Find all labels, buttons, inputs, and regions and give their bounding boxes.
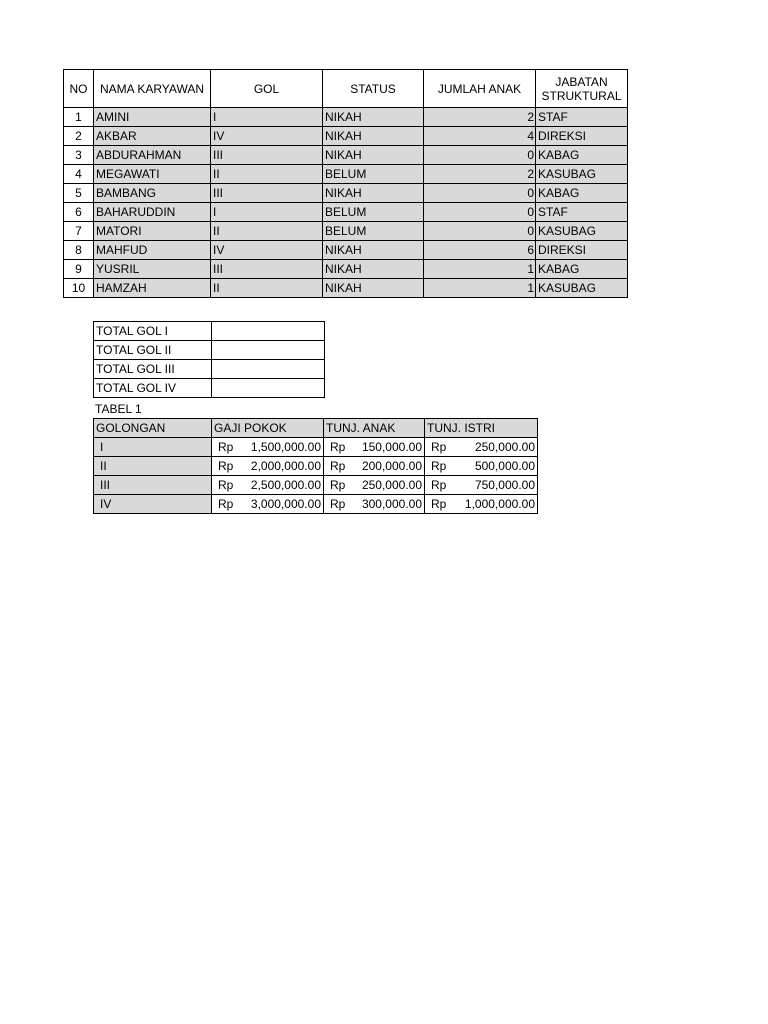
cell-tunj-istri bbox=[425, 476, 538, 495]
cell-gol: III bbox=[211, 184, 323, 203]
amount-value: 250,000.00 bbox=[474, 440, 535, 454]
currency-label: Rp bbox=[218, 497, 234, 511]
table-row bbox=[64, 184, 628, 203]
tabel1-row bbox=[94, 438, 538, 457]
cell-gol: II bbox=[211, 279, 323, 298]
cell-status: NIKAH bbox=[323, 279, 424, 298]
cell-gaji-pokok bbox=[212, 495, 324, 514]
cell-nama: MEGAWATI bbox=[94, 165, 211, 184]
total-label: TOTAL GOL II bbox=[94, 341, 212, 360]
cell-jabatan: STAF bbox=[536, 108, 628, 127]
table-row bbox=[64, 127, 628, 146]
cell-tunj-istri bbox=[425, 495, 538, 514]
cell-jabatan: KABAG bbox=[536, 260, 628, 279]
cell-jumlah-anak: 0 bbox=[424, 184, 536, 203]
cell-tunj-anak bbox=[324, 438, 425, 457]
cell-status: NIKAH bbox=[323, 146, 424, 165]
header-nama-karyawan: NAMA KARYAWAN bbox=[94, 70, 211, 108]
cell-no: 1 bbox=[64, 108, 94, 127]
cell-jabatan: KASUBAG bbox=[536, 222, 628, 241]
cell-nama: YUSRIL bbox=[94, 260, 211, 279]
table-row bbox=[64, 241, 628, 260]
amount-value: 300,000.00 bbox=[361, 497, 422, 511]
total-value-cell[interactable] bbox=[212, 360, 325, 379]
tabel1-table bbox=[93, 418, 538, 514]
cell-no: 2 bbox=[64, 127, 94, 146]
amount-value: 200,000.00 bbox=[361, 459, 422, 473]
cell-jabatan: KASUBAG bbox=[536, 165, 628, 184]
cell-gol: II bbox=[211, 222, 323, 241]
total-label: TOTAL GOL III bbox=[94, 360, 212, 379]
cell-no: 3 bbox=[64, 146, 94, 165]
cell-jabatan: KASUBAG bbox=[536, 279, 628, 298]
cell-tunj-anak bbox=[324, 495, 425, 514]
cell-status: NIKAH bbox=[323, 260, 424, 279]
cell-jumlah-anak: 1 bbox=[424, 260, 536, 279]
total-label: TOTAL GOL IV bbox=[94, 379, 212, 398]
amount-value: 2,500,000.00 bbox=[250, 478, 321, 492]
cell-nama: MAHFUD bbox=[94, 241, 211, 260]
cell-jumlah-anak: 2 bbox=[424, 165, 536, 184]
cell-tunj-anak bbox=[324, 457, 425, 476]
cell-no: 9 bbox=[64, 260, 94, 279]
cell-gol: II bbox=[211, 165, 323, 184]
currency-label: Rp bbox=[431, 497, 447, 511]
cell-gol: IV bbox=[211, 241, 323, 260]
total-gol-table bbox=[93, 321, 325, 398]
cell-jabatan: KABAG bbox=[536, 146, 628, 165]
cell-tunj-istri bbox=[425, 438, 538, 457]
tabel1-row bbox=[94, 457, 538, 476]
cell-status: NIKAH bbox=[323, 108, 424, 127]
cell-jabatan: KABAG bbox=[536, 184, 628, 203]
cell-gol: I bbox=[211, 108, 323, 127]
cell-jumlah-anak: 0 bbox=[424, 222, 536, 241]
total-row bbox=[94, 360, 325, 379]
cell-jumlah-anak: 6 bbox=[424, 241, 536, 260]
cell-no: 5 bbox=[64, 184, 94, 203]
header-jumlah-anak: JUMLAH ANAK bbox=[424, 70, 536, 108]
cell-gol: III bbox=[211, 146, 323, 165]
header-golongan: GOLONGAN bbox=[94, 419, 212, 438]
cell-jabatan: DIREKSI bbox=[536, 127, 628, 146]
table-row bbox=[64, 260, 628, 279]
cell-status: NIKAH bbox=[323, 127, 424, 146]
table-row bbox=[64, 222, 628, 241]
cell-nama: AMINI bbox=[94, 108, 211, 127]
amount-value: 1,500,000.00 bbox=[250, 440, 321, 454]
cell-nama: MATORI bbox=[94, 222, 211, 241]
total-label: TOTAL GOL I bbox=[94, 322, 212, 341]
total-row bbox=[94, 379, 325, 398]
currency-label: Rp bbox=[330, 440, 346, 454]
currency-label: Rp bbox=[218, 478, 234, 492]
cell-golongan: I bbox=[94, 438, 212, 457]
tabel1-caption: TABEL 1 bbox=[95, 402, 142, 416]
cell-tunj-istri bbox=[425, 457, 538, 476]
cell-no: 6 bbox=[64, 203, 94, 222]
tabel1-header bbox=[94, 419, 538, 438]
header-gaji-pokok: GAJI POKOK bbox=[212, 419, 324, 438]
cell-status: BELUM bbox=[323, 165, 424, 184]
cell-nama: AKBAR bbox=[94, 127, 211, 146]
total-row bbox=[94, 322, 325, 341]
currency-label: Rp bbox=[330, 478, 346, 492]
header-jabatan-struktural bbox=[536, 70, 628, 108]
table-row bbox=[64, 203, 628, 222]
total-row bbox=[94, 341, 325, 360]
cell-status: BELUM bbox=[323, 203, 424, 222]
cell-status: NIKAH bbox=[323, 241, 424, 260]
table-row bbox=[64, 108, 628, 127]
cell-no: 8 bbox=[64, 241, 94, 260]
cell-no: 4 bbox=[64, 165, 94, 184]
header-tunj-istri: TUNJ. ISTRI bbox=[425, 419, 538, 438]
cell-golongan: IV bbox=[94, 495, 212, 514]
header-jabatan-line1: JABATAN bbox=[555, 74, 608, 89]
cell-no: 7 bbox=[64, 222, 94, 241]
tabel1-row bbox=[94, 476, 538, 495]
table-row bbox=[64, 146, 628, 165]
total-value-cell[interactable] bbox=[212, 341, 325, 360]
currency-label: Rp bbox=[218, 459, 234, 473]
cell-tunj-anak bbox=[324, 476, 425, 495]
header-status: STATUS bbox=[323, 70, 424, 108]
cell-nama: BAHARUDDIN bbox=[94, 203, 211, 222]
cell-no: 10 bbox=[64, 279, 94, 298]
amount-value: 750,000.00 bbox=[474, 478, 535, 492]
employee-table bbox=[63, 69, 628, 298]
currency-label: Rp bbox=[431, 478, 447, 492]
cell-nama: HAMZAH bbox=[94, 279, 211, 298]
currency-label: Rp bbox=[218, 440, 234, 454]
tabel1-row bbox=[94, 495, 538, 514]
amount-value: 150,000.00 bbox=[361, 440, 422, 454]
header-tunj-anak: TUNJ. ANAK bbox=[324, 419, 425, 438]
amount-value: 1,000,000.00 bbox=[464, 497, 535, 511]
cell-gaji-pokok bbox=[212, 438, 324, 457]
header-gol: GOL bbox=[211, 70, 323, 108]
currency-label: Rp bbox=[330, 459, 346, 473]
table-row bbox=[64, 165, 628, 184]
cell-jumlah-anak: 0 bbox=[424, 146, 536, 165]
cell-jumlah-anak: 1 bbox=[424, 279, 536, 298]
amount-value: 500,000.00 bbox=[474, 459, 535, 473]
total-value-cell[interactable] bbox=[212, 379, 325, 398]
header-no: NO bbox=[64, 70, 94, 108]
cell-golongan: III bbox=[94, 476, 212, 495]
cell-jabatan: DIREKSI bbox=[536, 241, 628, 260]
amount-value: 3,000,000.00 bbox=[250, 497, 321, 511]
cell-nama: ABDURAHMAN bbox=[94, 146, 211, 165]
cell-gaji-pokok bbox=[212, 476, 324, 495]
cell-gol: III bbox=[211, 260, 323, 279]
cell-jabatan: STAF bbox=[536, 203, 628, 222]
amount-value: 2,000,000.00 bbox=[250, 459, 321, 473]
cell-nama: BAMBANG bbox=[94, 184, 211, 203]
cell-status: BELUM bbox=[323, 222, 424, 241]
header-jabatan-line2: STRUKTURAL bbox=[541, 88, 622, 103]
cell-jumlah-anak: 0 bbox=[424, 203, 536, 222]
cell-gol: I bbox=[211, 203, 323, 222]
currency-label: Rp bbox=[330, 497, 346, 511]
cell-jumlah-anak: 2 bbox=[424, 108, 536, 127]
cell-golongan: II bbox=[94, 457, 212, 476]
employee-table-header bbox=[64, 70, 628, 108]
total-value-cell[interactable] bbox=[212, 322, 325, 341]
currency-label: Rp bbox=[431, 459, 447, 473]
cell-jumlah-anak: 4 bbox=[424, 127, 536, 146]
cell-gol: IV bbox=[211, 127, 323, 146]
currency-label: Rp bbox=[431, 440, 447, 454]
cell-status: NIKAH bbox=[323, 184, 424, 203]
amount-value: 250,000.00 bbox=[361, 478, 422, 492]
table-row bbox=[64, 279, 628, 298]
cell-gaji-pokok bbox=[212, 457, 324, 476]
